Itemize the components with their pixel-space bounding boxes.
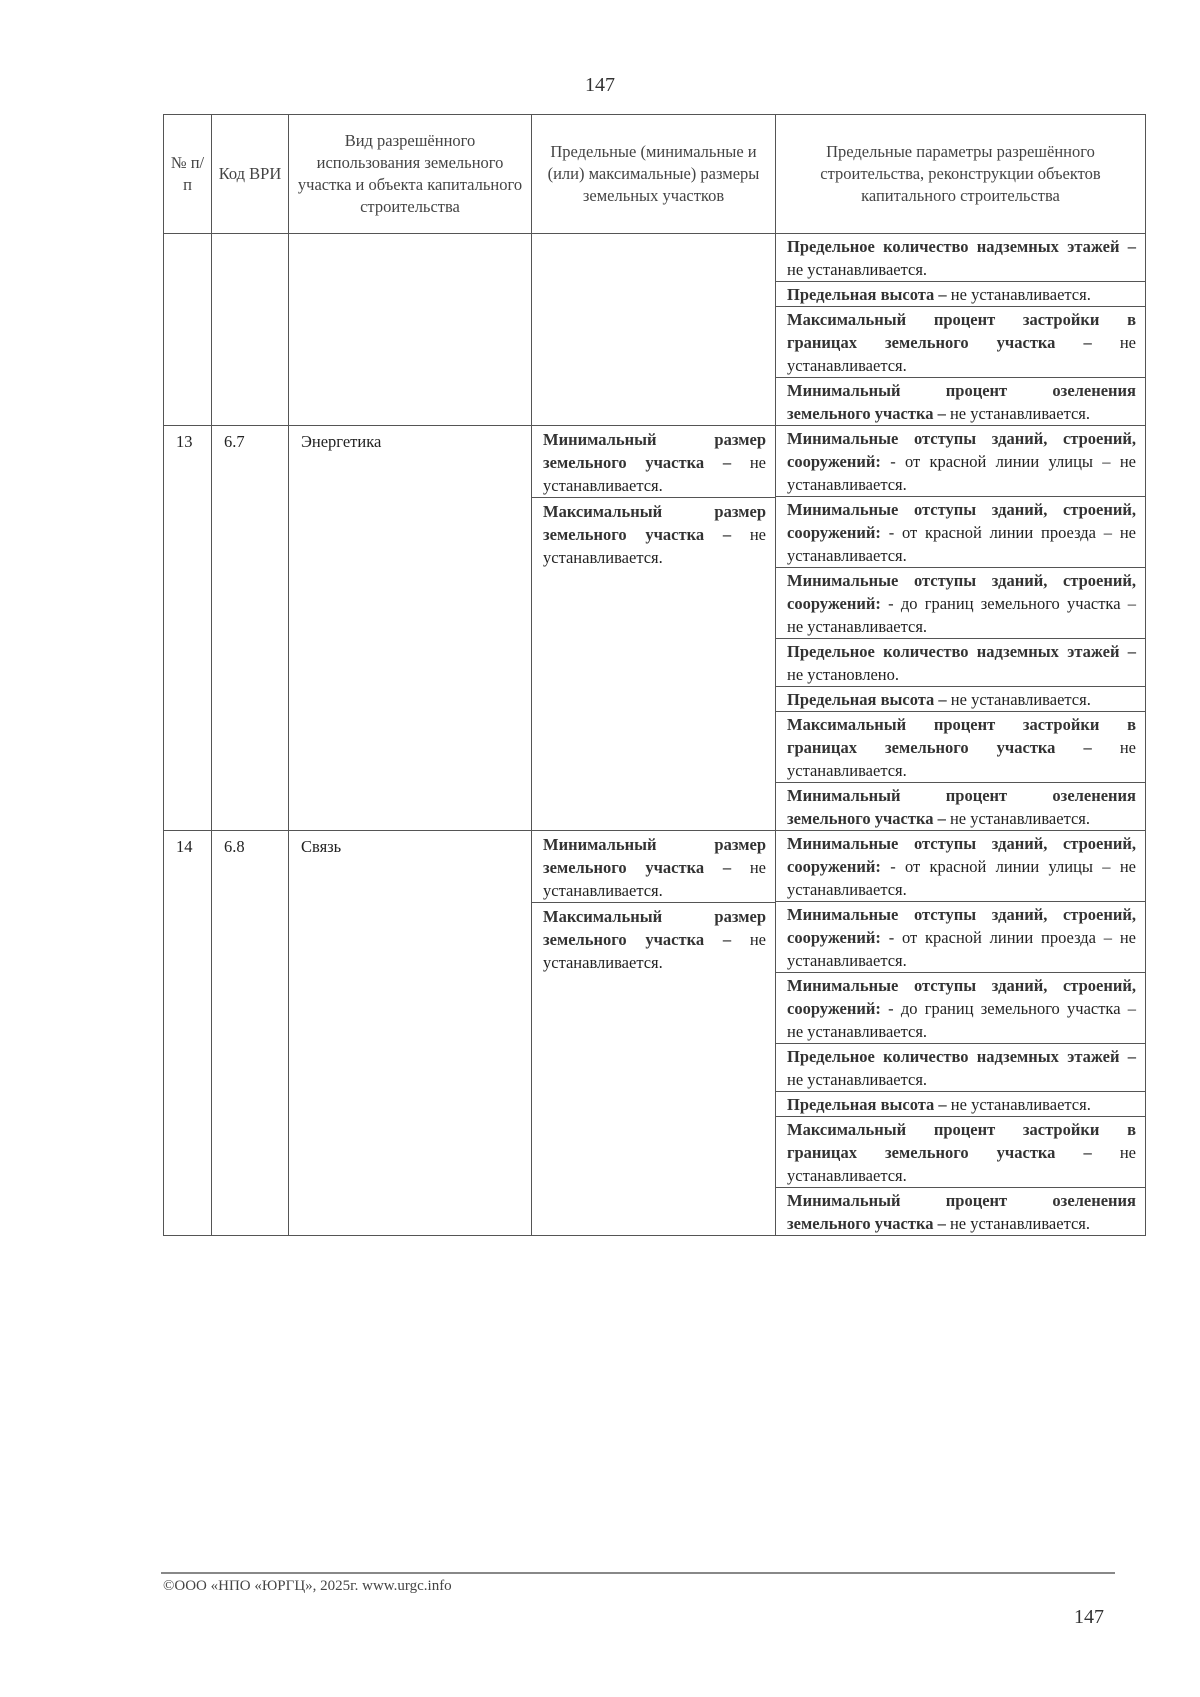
size-entry <box>532 831 775 902</box>
row-code: 6.7 <box>212 426 289 831</box>
size-entry-bold: Максимальный размер земельного участка – <box>543 907 766 949</box>
param-entry <box>776 901 1145 972</box>
param-entry-text: не устанавливается. <box>946 1095 1091 1114</box>
param-entry <box>776 306 1145 377</box>
header-params: Предельные параметры разрешённого строительства, реконструкции объектов капитального строительства <box>776 115 1146 234</box>
param-entry-bold: Минимальные отступы зданий, строений, сооружений: <box>787 905 1136 947</box>
size-entry <box>532 426 775 497</box>
param-entry-bold: Предельное количество надземных этажей – <box>787 237 1136 256</box>
size-entry-bold: Минимальный размер земельного участка – <box>543 430 766 472</box>
table-row-14 <box>164 831 1146 1236</box>
param-entry-text: - от красной линии проезда – не устанавливается. <box>787 523 1136 565</box>
param-entry <box>776 972 1145 1043</box>
size-entry-text: не устанавливается. <box>543 453 766 495</box>
footer-divider <box>161 1572 1115 1574</box>
param-entry-bold: Минимальный процент озеленения земельного участка – <box>787 786 1136 828</box>
param-entry-bold: Минимальные отступы зданий, строений, сооружений: <box>787 834 1136 876</box>
param-entry-text: - от красной линии улицы – не устанавливается. <box>787 452 1136 494</box>
param-entry-bold: Максимальный процент застройки в границах земельного участка – <box>787 715 1136 757</box>
header-num: № п/п <box>164 115 212 234</box>
cell-kind <box>289 234 532 426</box>
param-entry <box>776 1043 1145 1091</box>
row-params <box>776 426 1146 831</box>
param-entry-text: не устанавливается. <box>787 260 928 279</box>
size-entry-text: не устанавливается. <box>543 858 766 900</box>
param-entry-bold: Минимальные отступы зданий, строений, сооружений: <box>787 976 1136 1018</box>
table-row-13 <box>164 426 1146 831</box>
param-entry-bold: Предельное количество надземных этажей – <box>787 642 1136 661</box>
row-kind: Связь <box>289 831 532 1236</box>
table-row-continuation <box>164 234 1146 426</box>
cell-size <box>532 234 776 426</box>
param-entry <box>776 567 1145 638</box>
param-entry-text: не устанавливается. <box>787 1070 928 1089</box>
param-entry-bold: Предельная высота – <box>787 1095 947 1114</box>
param-entry-text: не установлено. <box>787 665 900 684</box>
param-entry-text: - от красной линии улицы – не устанавливается. <box>787 857 1136 899</box>
param-entry-text: не устанавливается. <box>946 690 1091 709</box>
size-entry <box>532 497 775 569</box>
page-number-top: 147 <box>585 74 615 96</box>
param-entry-bold: Предельное количество надземных этажей – <box>787 1047 1136 1066</box>
param-entry <box>776 782 1145 830</box>
param-entry-text: - от красной линии проезда – не устанавливается. <box>787 928 1136 970</box>
param-entry <box>776 831 1145 901</box>
header-code: Код ВРИ <box>212 115 289 234</box>
param-entry-bold: Максимальный процент застройки в границах земельного участка – <box>787 1120 1136 1162</box>
cell-code <box>212 234 289 426</box>
size-entry-bold: Максимальный размер земельного участка – <box>543 502 766 544</box>
param-entry-bold: Предельная высота – <box>787 285 947 304</box>
param-entry-text: не устанавливается. <box>787 738 1136 780</box>
param-entry-text: - до границ земельного участка – не устанавливается. <box>787 594 1136 636</box>
param-entry-bold: Минимальный процент озеленения земельного участка – <box>787 381 1136 423</box>
table-header-row <box>164 115 1146 234</box>
page-number-bottom: 147 <box>1074 1606 1104 1628</box>
param-entry <box>776 496 1145 567</box>
row-number: 14 <box>164 831 212 1236</box>
param-entry <box>776 1091 1145 1116</box>
param-entry <box>776 377 1145 425</box>
param-entry-text: не устанавливается. <box>945 809 1091 828</box>
param-entry-text: не устанавливается. <box>787 333 1136 375</box>
size-entry-text: не устанавливается. <box>543 930 766 972</box>
row-kind: Энергетика <box>289 426 532 831</box>
footer-copyright: ©ООО «НПО «ЮРГЦ», 2025г. www.urgc.info <box>163 1578 452 1594</box>
header-size: Предельные (минимальные и (или) максимальные) размеры земельных участков <box>532 115 776 234</box>
param-entry-bold: Минимальный процент озеленения земельного участка – <box>787 1191 1136 1233</box>
param-entry-text: - до границ земельного участка – не устанавливается. <box>787 999 1136 1041</box>
param-entry <box>776 711 1145 782</box>
row-params <box>776 831 1146 1236</box>
param-entry <box>776 686 1145 711</box>
param-entry-bold: Предельная высота – <box>787 690 947 709</box>
row-number: 13 <box>164 426 212 831</box>
cell-num <box>164 234 212 426</box>
param-entry-bold: Минимальные отступы зданий, строений, сооружений: <box>787 500 1136 542</box>
param-entry <box>776 1116 1145 1187</box>
param-entry <box>776 426 1145 496</box>
header-kind: Вид разрешённого использования земельного участка и объекта капитального строительства <box>289 115 532 234</box>
param-entry <box>776 281 1145 306</box>
param-entry-text: не устанавливается. <box>945 404 1091 423</box>
row-sizes <box>532 426 776 831</box>
param-entry-text: не устанавливается. <box>946 285 1091 304</box>
row-sizes <box>532 831 776 1236</box>
param-entry <box>776 1187 1145 1235</box>
regulations-table <box>163 114 1146 1236</box>
cell-params <box>776 234 1146 426</box>
param-entry-text: не устанавливается. <box>787 1143 1136 1185</box>
param-entry <box>776 638 1145 686</box>
row-code: 6.8 <box>212 831 289 1236</box>
size-entry <box>532 902 775 974</box>
param-entry-text: не устанавливается. <box>945 1214 1091 1233</box>
param-entry-bold: Минимальные отступы зданий, строений, сооружений: <box>787 571 1136 613</box>
param-entry <box>776 234 1145 281</box>
size-entry-bold: Минимальный размер земельного участка – <box>543 835 766 877</box>
param-entry-bold: Минимальные отступы зданий, строений, сооружений: <box>787 429 1136 471</box>
param-entry-bold: Максимальный процент застройки в границах земельного участка – <box>787 310 1136 352</box>
size-entry-text: не устанавливается. <box>543 525 766 567</box>
